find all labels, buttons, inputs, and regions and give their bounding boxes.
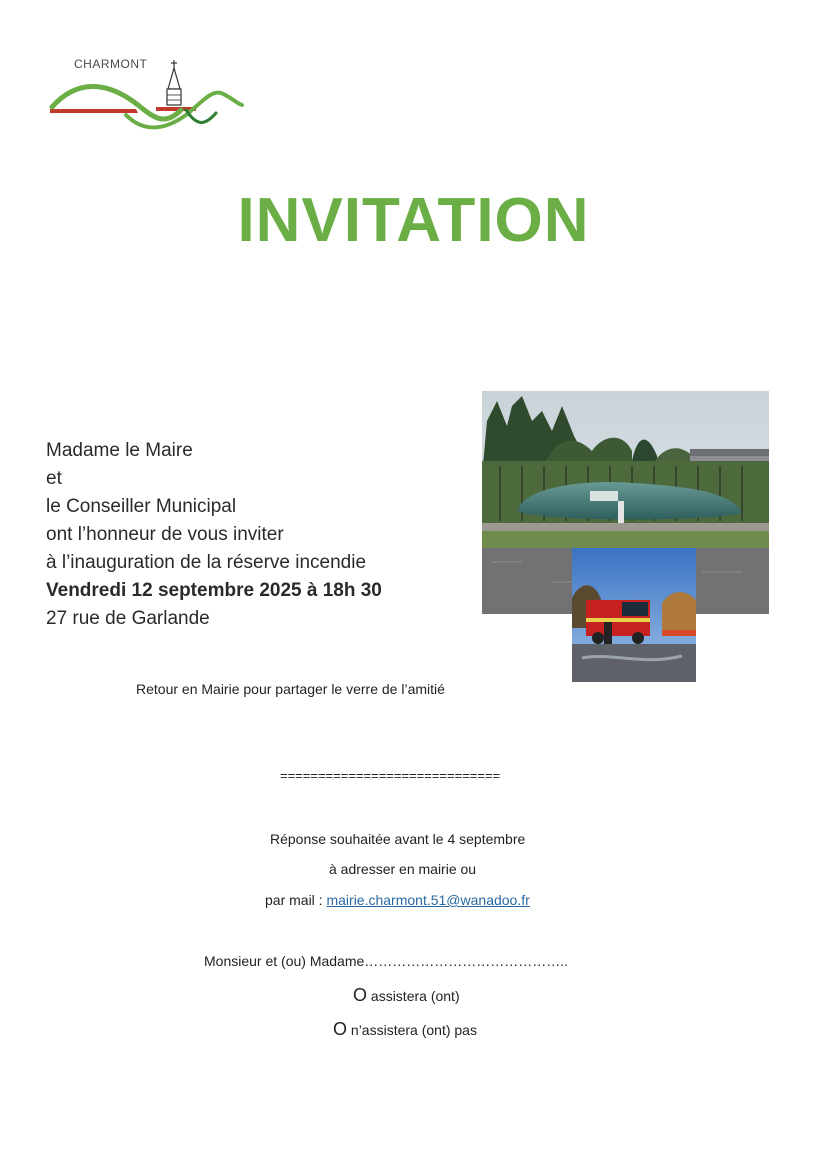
option-attend[interactable] (353, 985, 460, 1006)
charmont-logo (46, 55, 246, 140)
option-not-attend[interactable] (333, 1019, 477, 1040)
not-attend-circle[interactable]: O (333, 1019, 348, 1039)
invitation-text (46, 437, 382, 633)
retour-note: Retour en Mairie pour partager le verre de l’amitié (136, 681, 445, 697)
logo-town-name: CHARMONT (74, 57, 148, 71)
name-fill-line: Monsieur et (ou) Madame…………………………………….. (204, 953, 569, 969)
attend-circle[interactable]: O (353, 985, 368, 1005)
reply-mail-line (265, 892, 530, 908)
reply-address-note: à adresser en mairie ou (329, 861, 477, 877)
invitation-line: le Conseiller Municipal (46, 496, 237, 517)
invitation-line: ont l’honneur de vous inviter (46, 524, 284, 545)
event-date: Vendredi 12 septembre 2025 à 18h 30 (46, 580, 382, 601)
invitation-line: à l’inauguration de la réserve incendie (46, 552, 367, 573)
page-title: INVITATION (237, 186, 590, 255)
reply-deadline: Réponse souhaitée avant le 4 septembre (270, 831, 526, 847)
event-address: 27 rue de Garlande (46, 608, 210, 629)
separator: ============================= (280, 768, 501, 783)
invitation-line: Madame le Maire (46, 440, 193, 461)
mail-prefix: par mail : (265, 892, 327, 908)
fire-engine-photo (572, 548, 696, 682)
email-link[interactable]: mairie.charmont.51@wanadoo.fr (326, 892, 530, 908)
invitation-line: et (46, 468, 62, 489)
attend-label: assistera (ont) (367, 988, 460, 1004)
not-attend-label: n’assistera (ont) pas (347, 1022, 477, 1038)
